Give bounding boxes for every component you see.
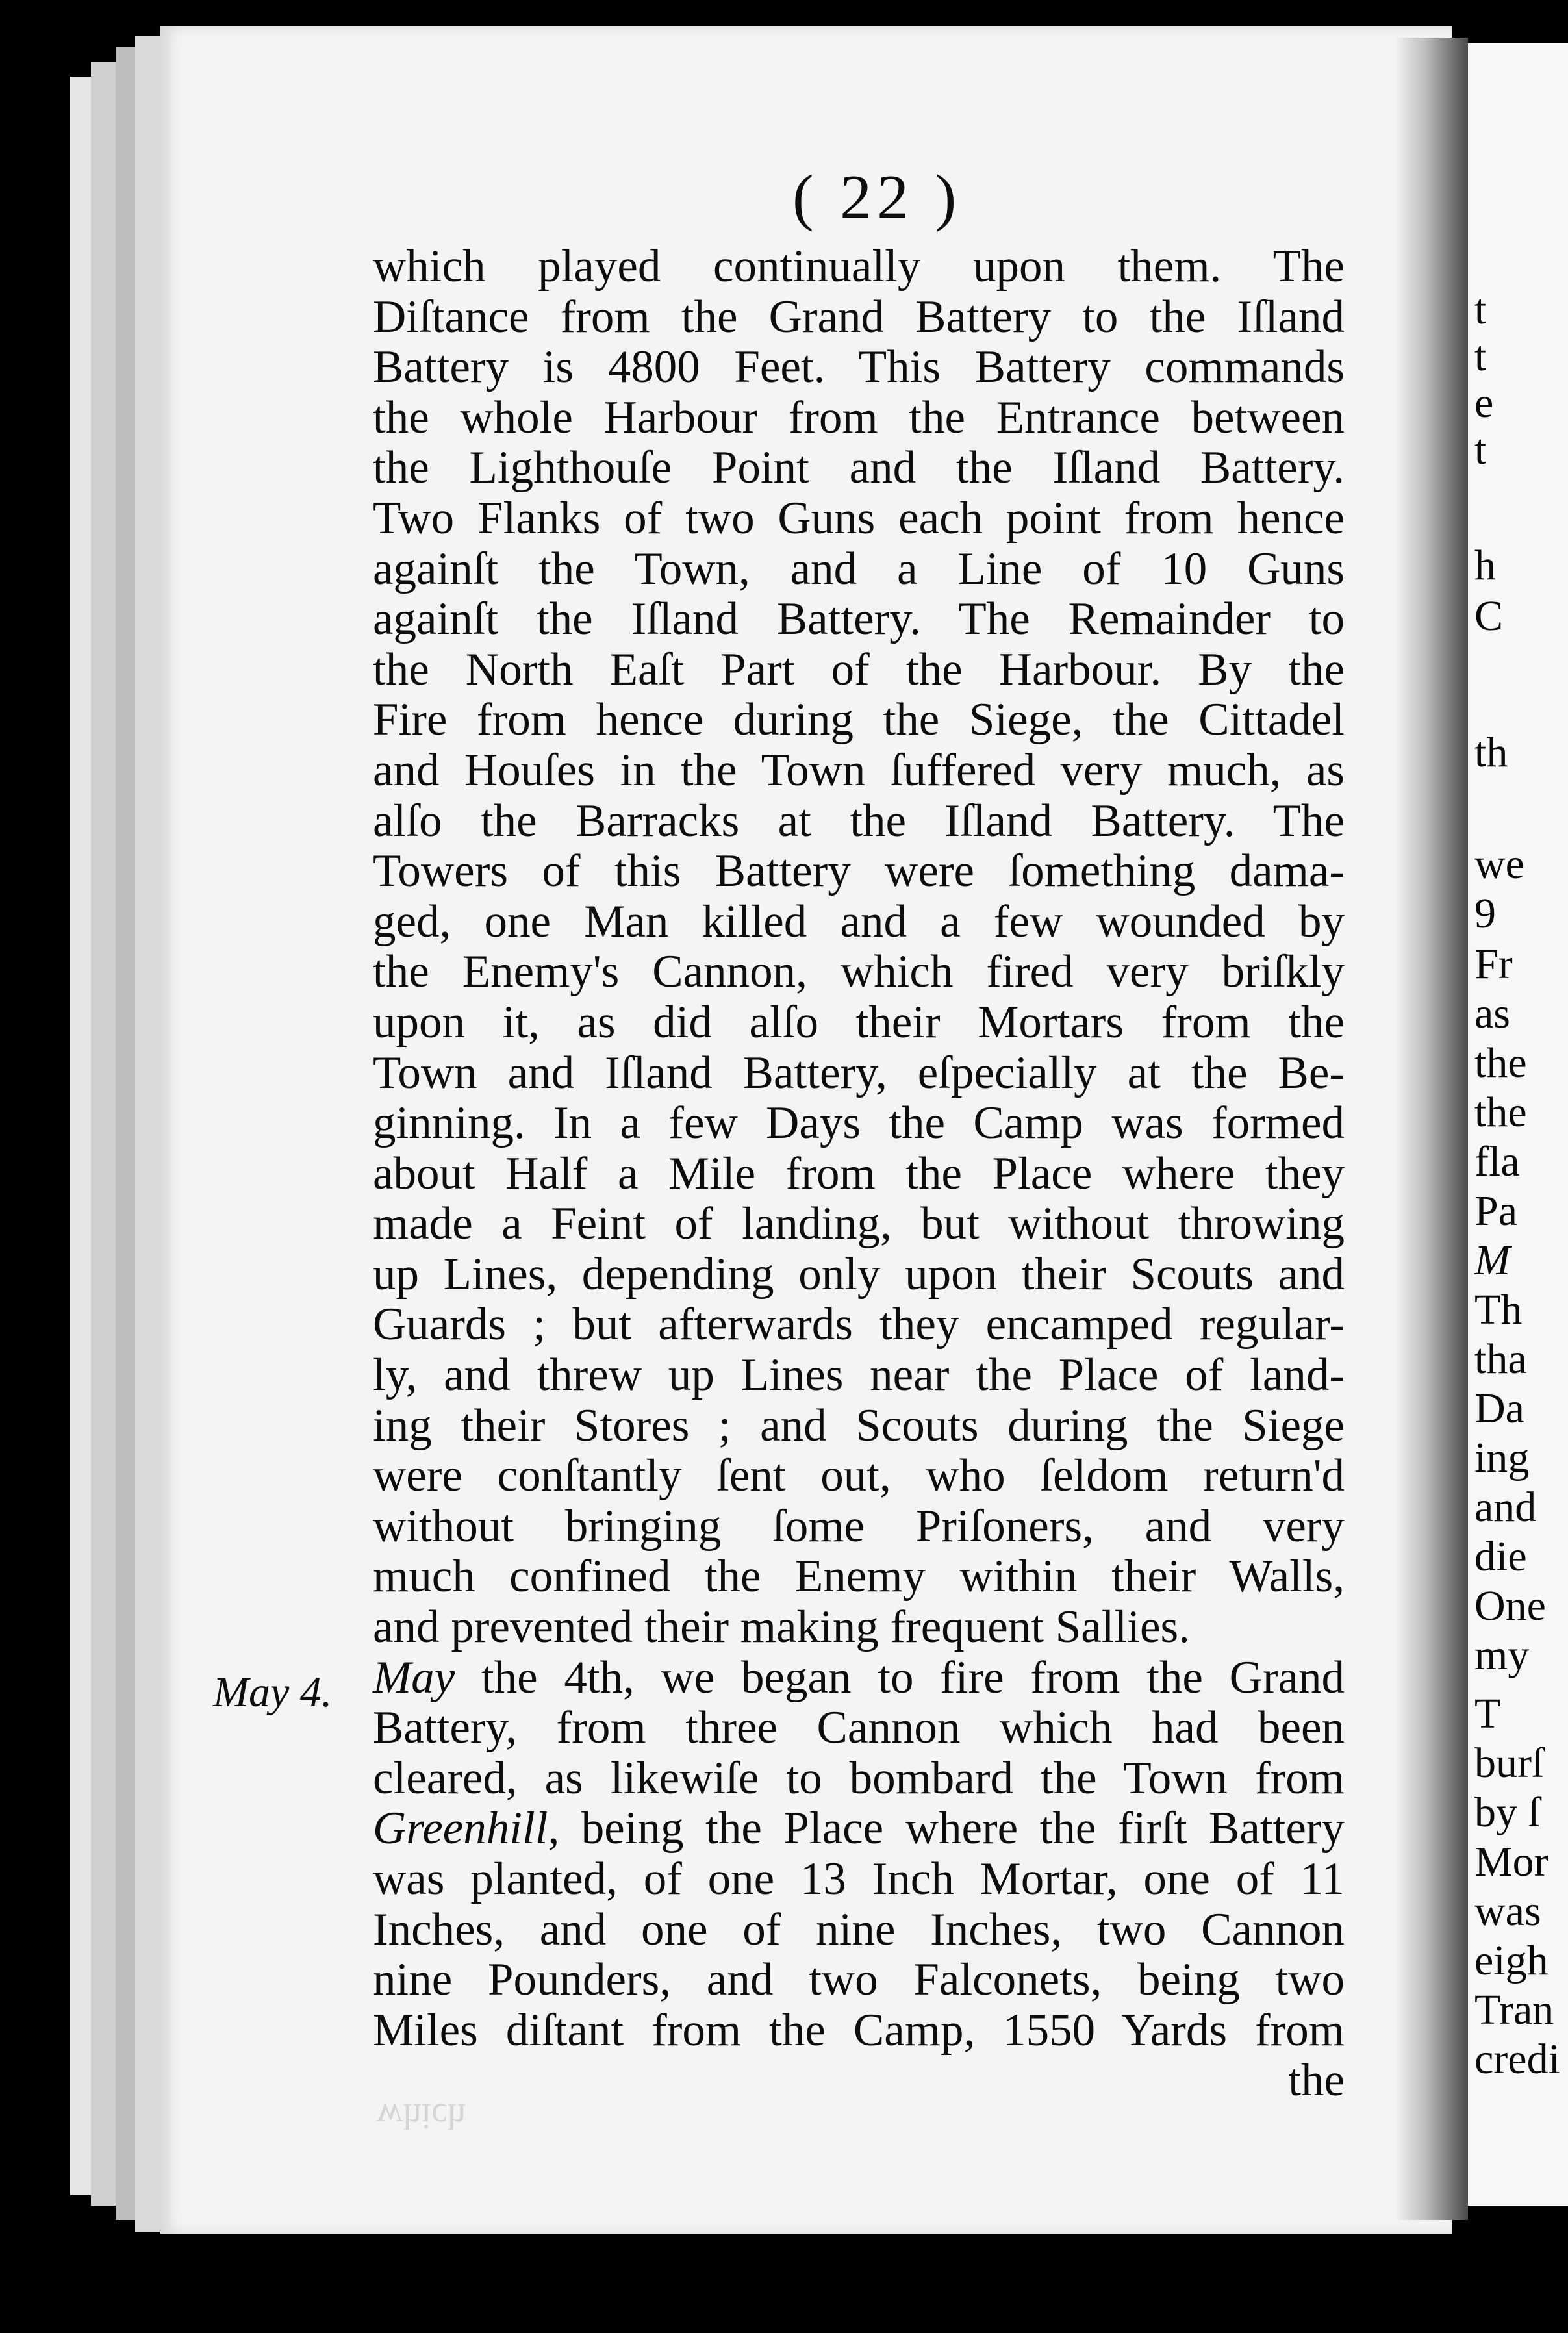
facing-fragment: we — [1474, 840, 1524, 888]
facing-fragment: t — [1474, 426, 1487, 473]
margin-date-note: May 4. — [213, 1669, 333, 1716]
text-line: cleared, as likewiſe to bombard the Town from — [373, 1752, 1345, 1804]
text-line: was planted, of one 13 Inch Mortar, one of 11 — [373, 1854, 1345, 1904]
text-line: and Houſes in the Town ſuffered very much, as — [373, 744, 1345, 796]
facing-fragment: eigh — [1474, 1937, 1549, 1984]
facing-fragment: my — [1474, 1632, 1530, 1679]
text-line: Inches, and one of nine Inches, two Cannon — [373, 1904, 1345, 1955]
facing-fragment: Mor — [1474, 1838, 1549, 1885]
facing-fragment: Pa — [1474, 1187, 1517, 1235]
text-line: the North Eaſt Part of the Harbour. By the — [373, 644, 1345, 695]
facing-fragment: the — [1474, 1089, 1527, 1136]
text-line: Diſtance from the Grand Battery to the Iſland — [373, 291, 1345, 342]
text-line: May the 4th, we began to fire from the Grand — [373, 1652, 1345, 1703]
italic-word: Greenhill — [373, 1803, 548, 1854]
facing-fragment: the — [1474, 1039, 1527, 1087]
facing-fragment: th — [1474, 729, 1508, 776]
facing-fragment: Th — [1474, 1286, 1523, 1333]
text-line: the whole Harbour from the Entrance between — [373, 392, 1345, 443]
facing-fragment: tha — [1474, 1335, 1527, 1383]
text-line: ged, one Man killed and a few wounded by — [373, 896, 1345, 947]
text-line: Town and Iſland Battery, eſpecially at the Be- — [373, 1047, 1345, 1098]
text-line: without bringing ſome Priſoners, and very — [373, 1500, 1345, 1552]
text-line: which played continually upon them. The — [373, 241, 1345, 292]
text-line: Battery is 4800 Feet. This Battery commands — [373, 342, 1345, 393]
text-line: made a Feint of landing, but without throwing — [373, 1198, 1345, 1250]
page-number: ( 22 ) — [792, 162, 962, 233]
facing-fragment: 9 — [1474, 890, 1496, 937]
facing-fragment: and — [1474, 1483, 1537, 1531]
facing-fragment: t — [1474, 333, 1487, 380]
facing-fragment: was — [1474, 1887, 1541, 1935]
text-line: Battery, from three Cannon which had been — [373, 1702, 1345, 1754]
text-line: Miles diſtant from the Camp, 1550 Yards from — [373, 2004, 1345, 2056]
text-line: upon it, as did alſo their Mortars from the — [373, 996, 1345, 1048]
text-line: Greenhill, being the Place where the firſt Battery — [373, 1803, 1345, 1854]
text-line: Two Flanks of two Guns each point from hence — [373, 492, 1345, 544]
facing-fragment: fla — [1474, 1138, 1520, 1185]
facing-fragment: T — [1474, 1690, 1501, 1737]
text-line: and prevented their making frequent Sallies. — [373, 1602, 1190, 1653]
facing-fragment: M — [1474, 1237, 1510, 1284]
italic-word: May — [373, 1652, 455, 1703]
body-text — [373, 242, 1345, 2106]
text-line: were conſtantly ſent out, who ſeldom return'd — [373, 1450, 1345, 1502]
facing-fragment: die — [1474, 1533, 1527, 1580]
bleed-through-text: which — [377, 2096, 466, 2136]
text-line: about Half a Mile from the Place where they — [373, 1148, 1345, 1199]
facing-fragment: Da — [1474, 1385, 1524, 1432]
facing-fragment: Fr — [1474, 940, 1513, 988]
facing-fragment: C — [1474, 592, 1504, 640]
facing-fragment: t — [1474, 286, 1487, 333]
facing-fragment: credi — [1474, 2036, 1560, 2083]
text-line: the Enemy's Cannon, which fired very briſkly — [373, 946, 1345, 998]
facing-fragment: h — [1474, 542, 1496, 589]
text-line: ginning. In a few Days the Camp was formed — [373, 1098, 1345, 1149]
text-line: ly, and threw up Lines near the Place of land- — [373, 1350, 1345, 1401]
text-line: Guards ; but afterwards they encamped regular- — [373, 1299, 1345, 1350]
text-line: nine Pounders, and two Falconets, being two — [373, 1954, 1345, 2006]
facing-fragment: e — [1474, 379, 1494, 427]
text-line: ing their Stores ; and Scouts during the Siege — [373, 1400, 1345, 1451]
text-line: up Lines, depending only upon their Scouts and — [373, 1248, 1345, 1300]
catchword: the — [1288, 2055, 1345, 2106]
facing-fragment: as — [1474, 990, 1510, 1037]
facing-page — [1468, 43, 1568, 2206]
facing-fragment: by ſ — [1474, 1789, 1540, 1836]
text-line: againſt the Iſland Battery. The Remainder to — [373, 594, 1345, 645]
text-line: the Lighthouſe Point and the Iſland Battery. — [373, 442, 1345, 494]
text-line: Towers of this Battery were ſomething dama- — [373, 846, 1345, 897]
book-gutter — [1397, 38, 1468, 2220]
facing-fragment: burſ — [1474, 1739, 1544, 1787]
text-line: alſo the Barracks at the Iſland Battery. The — [373, 795, 1345, 846]
text-line: Fire from hence during the Siege, the Cittadel — [373, 694, 1345, 746]
facing-fragment: Tran — [1474, 1986, 1554, 2034]
facing-fragment: ing — [1474, 1434, 1530, 1482]
facing-fragment: One — [1474, 1582, 1546, 1630]
text-line: much confined the Enemy within their Walls, — [373, 1551, 1345, 1602]
text-line: againſt the Town, and a Line of 10 Guns — [373, 543, 1345, 594]
